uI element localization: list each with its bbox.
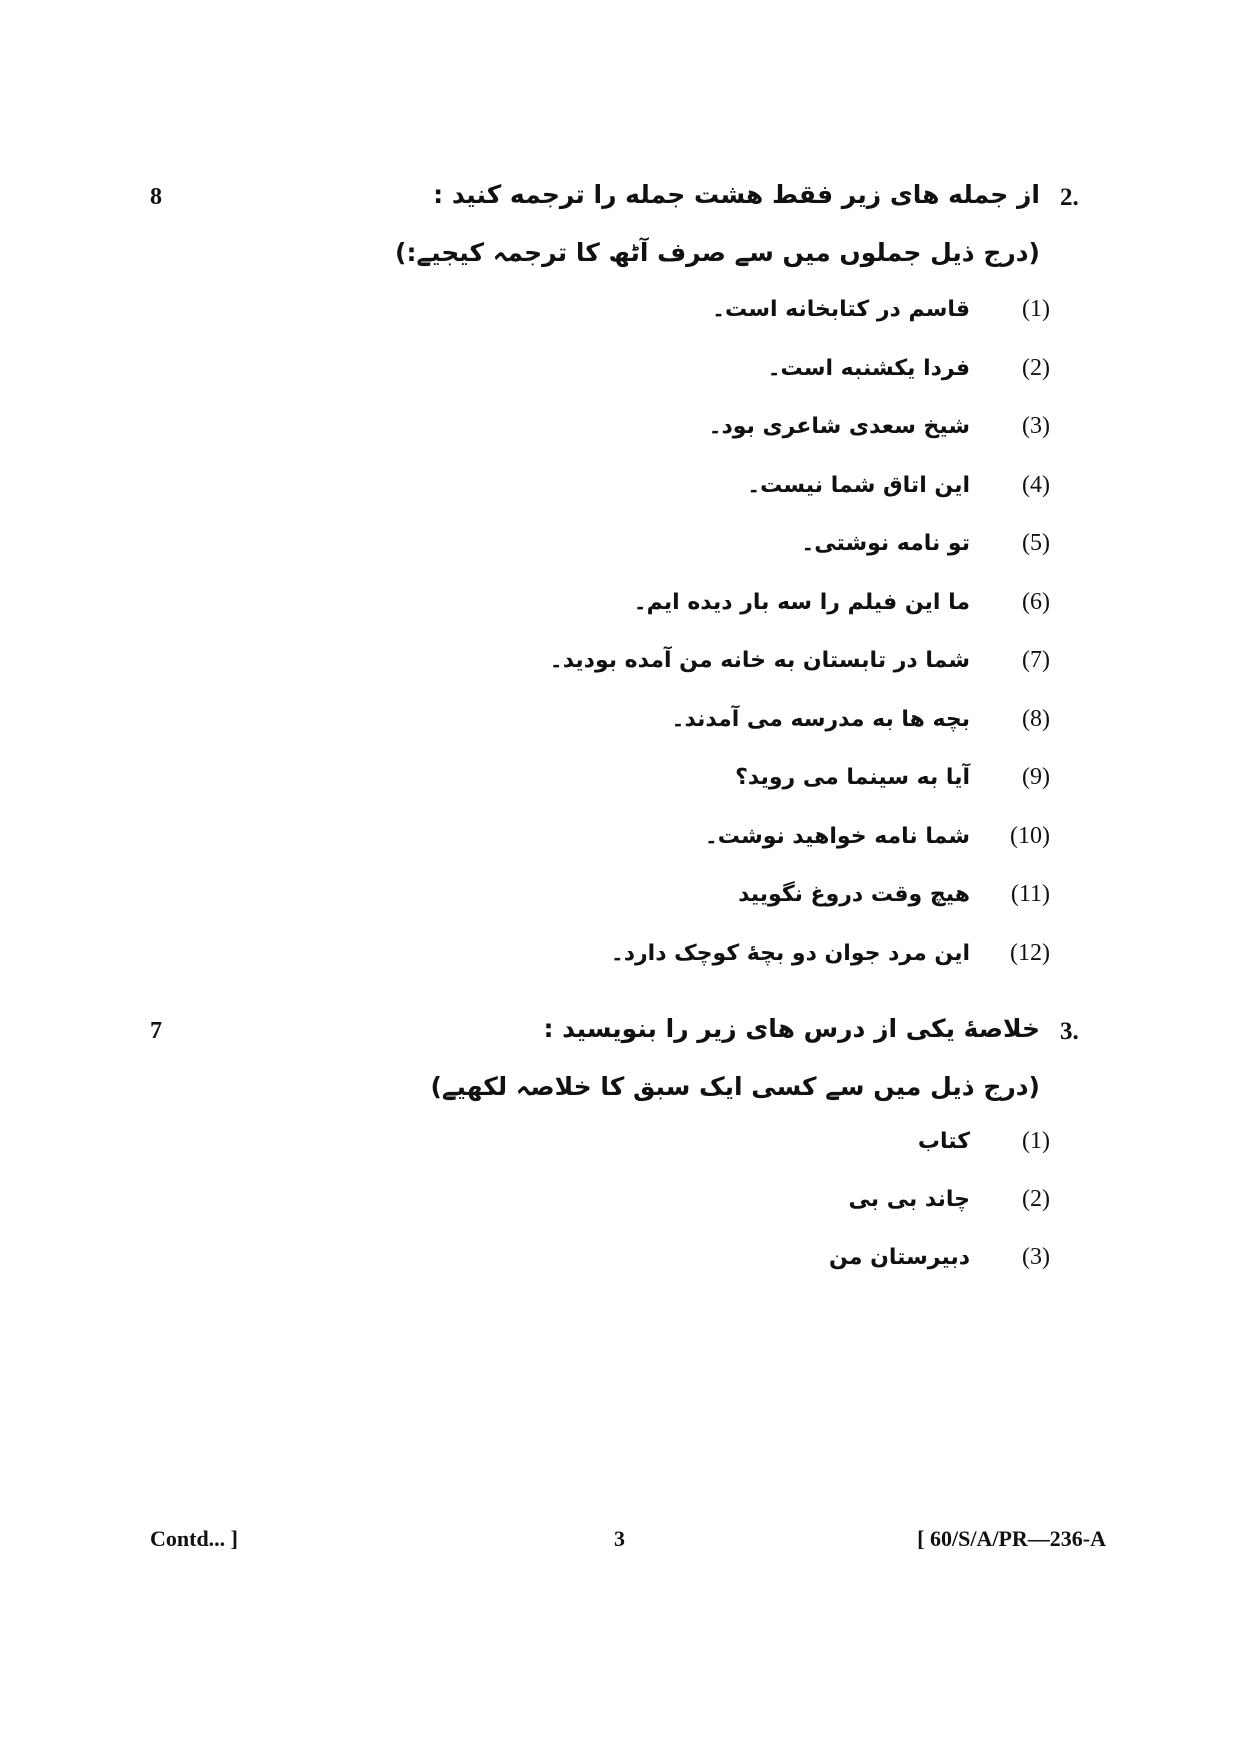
list-item <box>801 530 1050 557</box>
page-number: 3 <box>614 1526 625 1551</box>
list-item <box>735 764 1050 791</box>
item-text: کتاب <box>917 1129 970 1154</box>
item-text: فردا یکشنبه است۔ <box>767 355 970 381</box>
list-item <box>849 1186 1050 1213</box>
item-number: (7) <box>1022 647 1050 673</box>
item-number: (2) <box>1022 1186 1050 1212</box>
list-item <box>768 355 1050 382</box>
list-item <box>611 940 1050 967</box>
item-number: (6) <box>1022 588 1050 615</box>
item-number: (1) <box>1022 1128 1050 1154</box>
item-text: شیخ سعدی شاعری بود۔ <box>708 414 970 439</box>
item-text: هیچ وقت دروغ نگویید <box>738 882 970 907</box>
list-item <box>709 413 1050 440</box>
item-number: (9) <box>1022 764 1050 790</box>
paper-code: [ 60/S/A/PR—236-A <box>917 1526 1106 1551</box>
item-text: تو نامه نوشتی۔ <box>801 531 970 556</box>
item-text: ما این فیلم را سه بار دیده ایم۔ <box>633 589 970 615</box>
q3-instruction: خلاصهٔ یکی از درس های زیر را بنویسید : <box>543 1014 1040 1043</box>
item-text: این مرد جوان دو بچهٔ کوچک دارد۔ <box>610 940 970 966</box>
q2-number: .2 <box>1060 184 1079 211</box>
item-text: چاند بی بی <box>848 1187 970 1212</box>
q3-marks: 7 <box>150 1018 162 1044</box>
item-number: (2) <box>1022 354 1050 381</box>
item-number: (10) <box>1010 822 1050 849</box>
item-text: آیا به سینما می روید؟ <box>735 765 970 790</box>
q2-urdu-instruction: (درج ذیل جملوں میں سے صرف آٹھ کا ترجمہ کیجیے:) <box>395 238 1040 267</box>
q3-urdu-instruction: (درج ذیل میں سے کسی ایک سبق کا خلاصہ لکھیے) <box>430 1072 1040 1101</box>
item-text: دبیرستان من <box>829 1245 970 1270</box>
list-item <box>705 823 1050 850</box>
item-number: (3) <box>1022 1244 1050 1270</box>
item-number: (3) <box>1022 413 1050 439</box>
list-item <box>829 1244 1050 1271</box>
q3-number: .3 <box>1060 1018 1079 1045</box>
item-number: (5) <box>1022 530 1050 556</box>
item-text: شما نامه خواهید نوشت۔ <box>704 823 970 849</box>
list-item <box>634 589 1050 616</box>
item-text: این اتاق شما نیست۔ <box>747 472 970 498</box>
q2-marks: 8 <box>150 184 162 210</box>
list-item <box>672 706 1050 733</box>
item-number: (4) <box>1022 471 1050 498</box>
item-text: قاسم در کتابخانه است۔ <box>712 297 970 322</box>
item-number: (8) <box>1022 705 1050 732</box>
q2-instruction: از جمله های زیر فقط هشت جمله را ترجمه کنید : <box>433 180 1040 209</box>
list-item <box>550 647 1050 674</box>
contd-label: Contd... ] <box>150 1526 239 1551</box>
item-number: (11) <box>1010 881 1050 907</box>
list-item <box>747 472 1050 499</box>
list-item <box>738 881 1050 908</box>
item-text: بچه ها به مدرسه می آمدند۔ <box>671 706 970 732</box>
list-item <box>712 296 1050 323</box>
item-number: (1) <box>1022 296 1050 322</box>
item-number: (12) <box>1010 939 1050 966</box>
list-item <box>918 1128 1050 1155</box>
item-text: شما در تابستان به خانه من آمده بودید۔ <box>549 648 970 673</box>
